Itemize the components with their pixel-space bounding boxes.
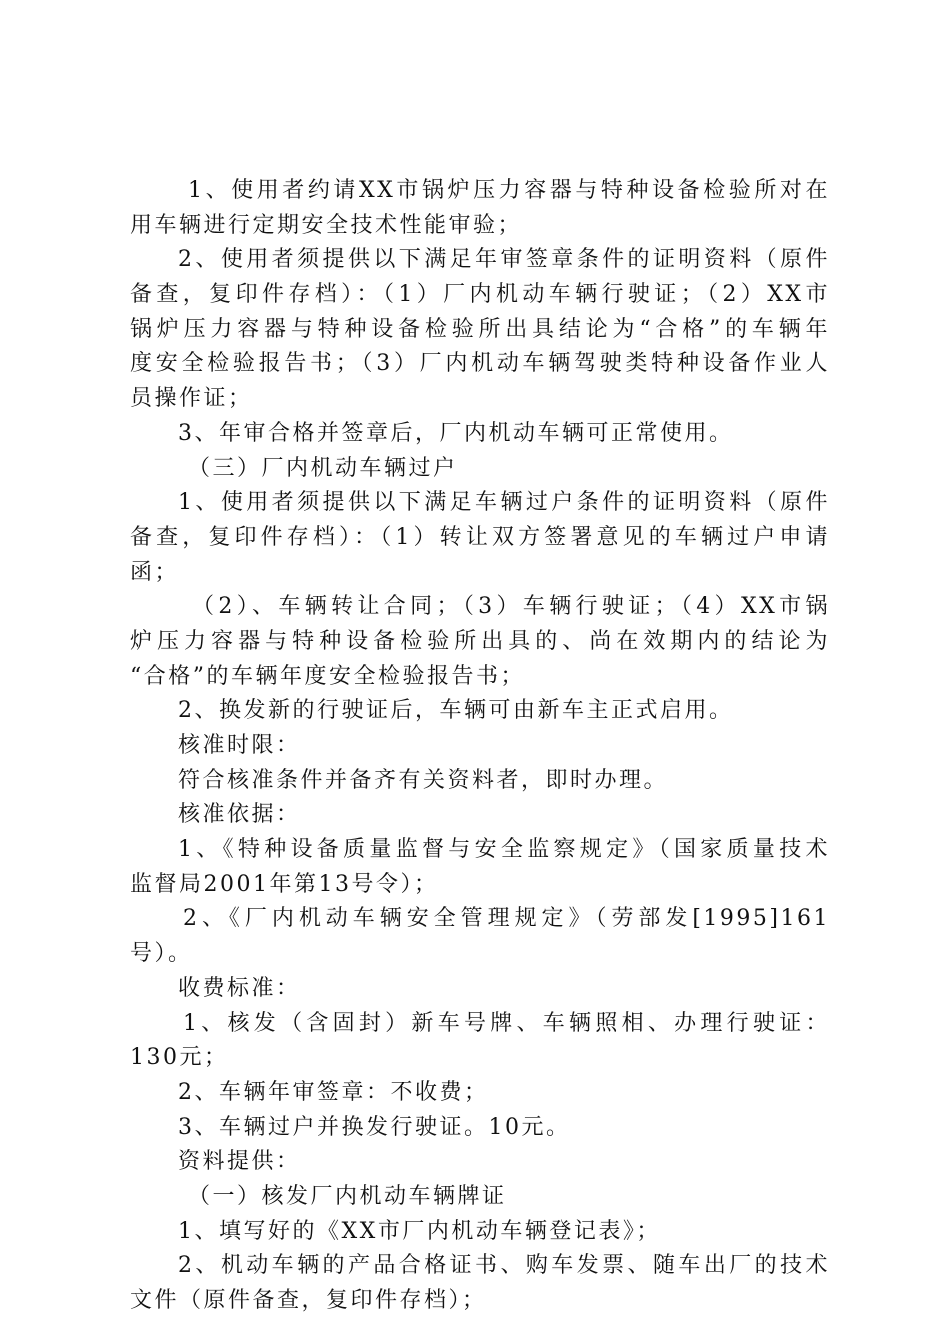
text-line: 2、《厂内机动车辆安全管理规定》（劳部发[1995]161 [183, 906, 830, 932]
text-line: 收费标准： [178, 975, 301, 1001]
text-line: 号）。 [130, 941, 193, 967]
text-line: 130元； [130, 1045, 229, 1071]
text-line: 3、年审合格并签章后，厂内机动车辆可正常使用。 [178, 420, 734, 446]
text-line: 文件（原件备查，复印件存档）； [130, 1288, 487, 1313]
text-line: 度安全检验报告书；（3）厂内机动车辆驾驶类特种设备作业人 [130, 351, 830, 377]
document-body [130, 174, 830, 1319]
text-line: 备查，复印件存档）：（1）转让双方签署意见的车辆过户申请 [130, 524, 830, 550]
text-line: 炉压力容器与特种设备检验所出具的、尚在效期内的结论为 [130, 628, 830, 654]
text-line: 锅炉压力容器与特种设备检验所出具结论为“合格”的车辆年 [130, 316, 830, 342]
text-line: 备查，复印件存档）：（1）厂内机动车辆行驶证；（2）XX市 [130, 282, 830, 308]
text-line: 符合核准条件并备齐有关资料者，即时办理。 [178, 767, 669, 793]
text-line: （三）厂内机动车辆过户 [188, 455, 458, 481]
text-line: 1、使用者约请XX市锅炉压力容器与特种设备检验所对在 [188, 178, 830, 203]
text-line: 1、使用者须提供以下满足车辆过户条件的证明资料（原件 [178, 490, 830, 516]
text-line: 函； [130, 559, 180, 585]
text-line: 1、核发（含固封）新车号牌、车辆照相、办理行驶证： [183, 1010, 830, 1036]
text-line: 2、机动车辆的产品合格证书、购车发票、随车出厂的技术 [178, 1253, 830, 1279]
text-line: 核准时限： [178, 733, 301, 758]
text-line: 核准依据： [178, 802, 301, 828]
text-line: 资料提供： [178, 1149, 301, 1175]
text-line: “合格”的车辆年度安全检验报告书； [130, 663, 525, 689]
text-line: 1、填写好的《XX市厂内机动车辆登记表》； [178, 1218, 661, 1244]
text-line: 3、车辆过户并换发行驶证。10元。 [178, 1114, 571, 1140]
text-line: 2、使用者须提供以下满足年审签章条件的证明资料（原件 [178, 247, 830, 273]
text-line: 用车辆进行定期安全技术性能审验； [130, 212, 523, 238]
text-line: （2）、车辆转让合同；（3）车辆行驶证；（4）XX市锅 [192, 594, 830, 620]
text-line: 1、《特种设备质量监督与安全监察规定》（国家质量技术 [178, 837, 830, 863]
text-line: 2、换发新的行驶证后，车辆可由新车主正式启用。 [178, 698, 734, 724]
text-line: 监督局2001年第13号令）； [130, 871, 439, 897]
text-line: （一）核发厂内机动车辆牌证 [188, 1183, 507, 1209]
text-line: 2、车辆年审签章：不收费； [178, 1079, 489, 1105]
text-line: 员操作证； [130, 386, 253, 412]
